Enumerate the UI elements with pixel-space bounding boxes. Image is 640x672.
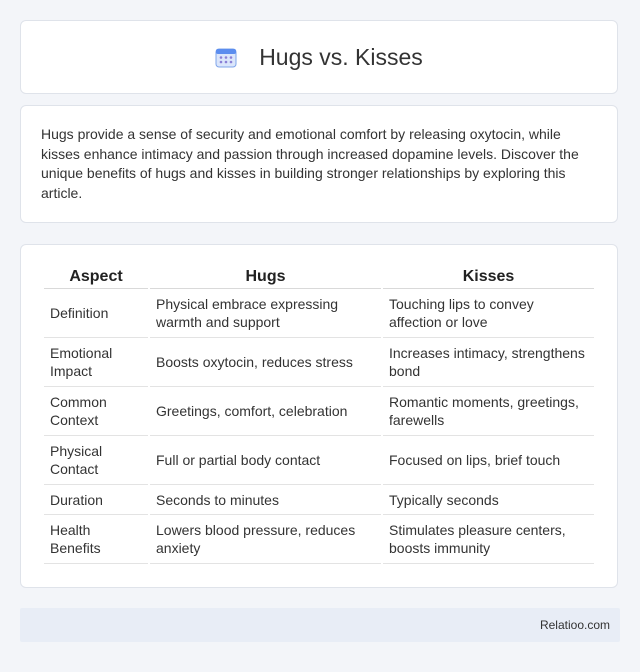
table-cell: Physical embrace expressing warmth and support — [150, 289, 381, 338]
table-cell: Definition — [44, 289, 148, 338]
intro-card — [20, 105, 618, 223]
table-row — [44, 289, 594, 338]
footer-brand-link[interactable]: Relatioo.com — [539, 618, 610, 632]
title-card — [20, 20, 618, 94]
comparison-table — [42, 265, 596, 564]
table-row — [44, 387, 594, 436]
table-row — [44, 436, 594, 485]
column-header-aspect: Aspect — [44, 265, 148, 289]
comparison-card — [20, 244, 618, 588]
table-row — [44, 338, 594, 387]
column-header-hugs: Hugs — [150, 265, 381, 289]
table-cell: Lowers blood pressure, reduces anxiety — [150, 515, 381, 564]
table-cell: Boosts oxytocin, reduces stress — [150, 338, 381, 387]
table-header-row — [44, 265, 594, 289]
table-cell: Touching lips to convey affection or love — [383, 289, 594, 338]
table-cell: Common Context — [44, 387, 148, 436]
table-cell: Physical Contact — [44, 436, 148, 485]
table-cell: Typically seconds — [383, 485, 594, 515]
table-cell: Romantic moments, greetings, farewells — [383, 387, 594, 436]
table-row — [44, 515, 594, 564]
table-cell: Full or partial body contact — [150, 436, 381, 485]
page-title: Hugs vs. Kisses — [259, 43, 423, 70]
table-cell: Health Benefits — [44, 515, 148, 564]
table-cell: Stimulates pleasure centers, boosts immunity — [383, 515, 594, 564]
footer — [20, 608, 620, 642]
table-cell: Greetings, comfort, celebration — [150, 387, 381, 436]
calendar-icon — [215, 46, 237, 68]
table-cell: Emotional Impact — [44, 338, 148, 387]
table-row — [44, 485, 594, 515]
table-cell: Duration — [44, 485, 148, 515]
table-cell: Seconds to minutes — [150, 485, 381, 515]
column-header-kisses: Kisses — [383, 265, 594, 289]
table-cell: Focused on lips, brief touch — [383, 436, 594, 485]
table-cell: Increases intimacy, strengthens bond — [383, 338, 594, 387]
intro-text: Hugs provide a sense of security and emotional comfort by releasing oxytocin, while kisses enhance intimacy and passion through increased dopamine levels. Discover the unique benefits of hugs and kisses in building stronger relationships by exploring this article. — [41, 126, 579, 201]
